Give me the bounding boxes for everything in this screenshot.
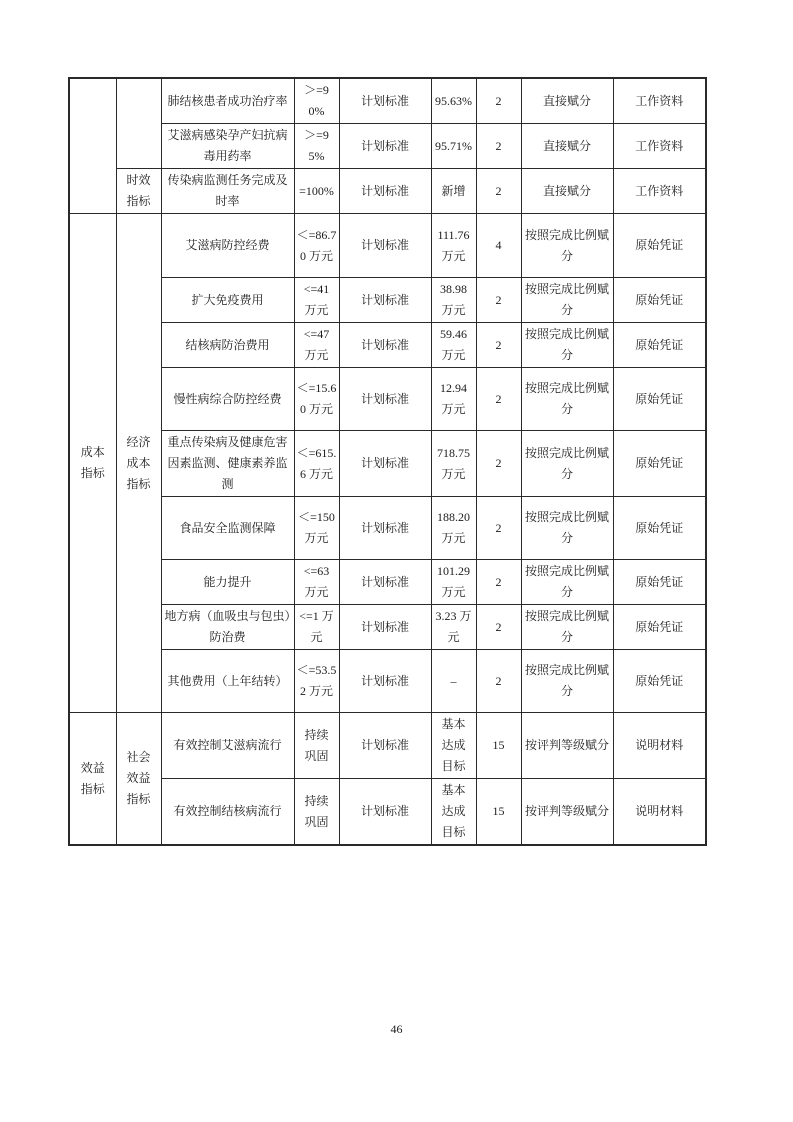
- standard-cell: 计划标准: [339, 431, 431, 497]
- table-row: [69, 560, 706, 605]
- indicator-name-cell: 慢性病综合防控经费: [161, 368, 294, 431]
- method-cell: 按评判等级赋分: [521, 779, 613, 846]
- indicator-name-cell: 肺结核患者成功治疗率: [161, 78, 294, 124]
- actual-value-cell: 718.75 万元: [431, 431, 476, 497]
- source-cell: 原始凭证: [613, 431, 706, 497]
- method-cell: 按照完成比例赋分: [521, 497, 613, 560]
- target-value-cell: ＞=90%: [294, 78, 339, 124]
- actual-value-cell: 188.20 万元: [431, 497, 476, 560]
- subcategory-cell-social-benefit: [116, 713, 161, 846]
- subcategory-cell-economic-cost: [116, 214, 161, 713]
- standard-cell: 计划标准: [339, 497, 431, 560]
- target-value-cell: ＜=53.52 万元: [294, 650, 339, 713]
- table-row: [69, 323, 706, 368]
- score-cell: 2: [476, 124, 521, 169]
- page-number: 46: [390, 1022, 403, 1036]
- score-cell: 2: [476, 169, 521, 214]
- category-cell-blank: [69, 78, 116, 214]
- table-row: [69, 368, 706, 431]
- performance-indicator-table: [68, 77, 707, 846]
- actual-value-cell: 3.23 万元: [431, 605, 476, 650]
- method-cell: 按照完成比例赋分: [521, 431, 613, 497]
- source-cell: 原始凭证: [613, 278, 706, 323]
- actual-value-cell: 新增: [431, 169, 476, 214]
- source-cell: 原始凭证: [613, 560, 706, 605]
- category-cell-cost: [69, 214, 116, 713]
- source-cell: 原始凭证: [613, 323, 706, 368]
- subcategory-label: 社会效益指标: [126, 750, 151, 806]
- standard-cell: 计划标准: [339, 124, 431, 169]
- source-cell: 原始凭证: [613, 368, 706, 431]
- actual-value-cell: [431, 779, 476, 846]
- standard-cell: 计划标准: [339, 278, 431, 323]
- target-value-cell: <=63 万元: [294, 560, 339, 605]
- indicator-name-cell: 能力提升: [161, 560, 294, 605]
- target-value-cell: [294, 713, 339, 779]
- subcategory-cell-blank: [116, 78, 161, 169]
- table-row: [69, 497, 706, 560]
- method-cell: 按照完成比例赋分: [521, 214, 613, 278]
- target-value-text: 持续巩固: [304, 727, 329, 763]
- method-cell: 按照完成比例赋分: [521, 278, 613, 323]
- score-cell: 2: [476, 497, 521, 560]
- actual-value-cell: 59.46 万元: [431, 323, 476, 368]
- target-value-cell: ＜=86.70 万元: [294, 214, 339, 278]
- indicator-name-cell: 有效控制艾滋病流行: [161, 713, 294, 779]
- score-cell: 15: [476, 713, 521, 779]
- score-cell: 15: [476, 779, 521, 846]
- method-cell: 按照完成比例赋分: [521, 368, 613, 431]
- category-label: 效益指标: [80, 760, 105, 796]
- indicator-name-cell: 食品安全监测保障: [161, 497, 294, 560]
- table-row: [69, 124, 706, 169]
- category-label: 成本指标: [80, 445, 105, 480]
- actual-value-cell: 101.29 万元: [431, 560, 476, 605]
- standard-cell: 计划标准: [339, 78, 431, 124]
- actual-value-text: 基本达成目标: [441, 717, 466, 773]
- indicator-name-cell: 有效控制结核病流行: [161, 779, 294, 846]
- source-cell: 说明材料: [613, 713, 706, 779]
- standard-cell: 计划标准: [339, 368, 431, 431]
- indicator-name-cell: 地方病（血吸虫与包虫）防治费: [161, 605, 294, 650]
- source-cell: 原始凭证: [613, 650, 706, 713]
- score-cell: 2: [476, 560, 521, 605]
- method-cell: 按评判等级赋分: [521, 713, 613, 779]
- source-cell: 原始凭证: [613, 214, 706, 278]
- score-cell: 2: [476, 368, 521, 431]
- table-row: [69, 779, 706, 846]
- indicator-name-cell: 艾滋病感染孕产妇抗病毒用药率: [161, 124, 294, 169]
- table-row: [69, 214, 706, 278]
- category-cell-benefit: [69, 713, 116, 846]
- method-cell: 按照完成比例赋分: [521, 323, 613, 368]
- standard-cell: 计划标准: [339, 560, 431, 605]
- source-cell: 说明材料: [613, 779, 706, 846]
- table-row: [69, 713, 706, 779]
- target-value-cell: [294, 779, 339, 846]
- indicator-name-cell: 其他费用（上年结转）: [161, 650, 294, 713]
- indicator-name-cell: 结核病防治费用: [161, 323, 294, 368]
- target-value-cell: <=41 万元: [294, 278, 339, 323]
- target-value-cell: <=1 万元: [294, 605, 339, 650]
- score-cell: 2: [476, 78, 521, 124]
- target-value-text: 持续巩固: [304, 793, 329, 829]
- method-cell: 按照完成比例赋分: [521, 605, 613, 650]
- subcategory-label: 时效指标: [126, 173, 151, 208]
- table-row: [69, 169, 706, 214]
- indicator-name-cell: 传染病监测任务完成及时率: [161, 169, 294, 214]
- source-cell: 工作资料: [613, 78, 706, 124]
- source-cell: 原始凭证: [613, 605, 706, 650]
- method-cell: 直接赋分: [521, 124, 613, 169]
- table-row: [69, 650, 706, 713]
- standard-cell: 计划标准: [339, 713, 431, 779]
- indicator-name-cell: 扩大免疫费用: [161, 278, 294, 323]
- method-cell: 按照完成比例赋分: [521, 560, 613, 605]
- table-row: [69, 278, 706, 323]
- method-cell: 直接赋分: [521, 78, 613, 124]
- actual-value-cell: –: [431, 650, 476, 713]
- score-cell: 2: [476, 278, 521, 323]
- actual-value-cell: 38.98 万元: [431, 278, 476, 323]
- standard-cell: 计划标准: [339, 214, 431, 278]
- target-value-cell: ＜=15.60 万元: [294, 368, 339, 431]
- target-value-cell: ＜=615.6 万元: [294, 431, 339, 497]
- method-cell: 按照完成比例赋分: [521, 650, 613, 713]
- subcategory-cell-timeliness: [116, 169, 161, 214]
- table-row: [69, 78, 706, 124]
- standard-cell: 计划标准: [339, 323, 431, 368]
- actual-value-cell: 95.63%: [431, 78, 476, 124]
- standard-cell: 计划标准: [339, 650, 431, 713]
- actual-value-cell: [431, 713, 476, 779]
- actual-value-text: 基本达成目标: [441, 783, 466, 839]
- source-cell: 工作资料: [613, 169, 706, 214]
- actual-value-cell: 111.76 万元: [431, 214, 476, 278]
- table-row: [69, 605, 706, 650]
- actual-value-cell: 12.94 万元: [431, 368, 476, 431]
- target-value-cell: =100%: [294, 169, 339, 214]
- subcategory-label: 经济成本指标: [126, 434, 151, 491]
- score-cell: 2: [476, 650, 521, 713]
- target-value-cell: <=47 万元: [294, 323, 339, 368]
- indicator-name-cell: 艾滋病防控经费: [161, 214, 294, 278]
- standard-cell: 计划标准: [339, 169, 431, 214]
- target-value-cell: ＞=95%: [294, 124, 339, 169]
- table-row: [69, 431, 706, 497]
- score-cell: 2: [476, 323, 521, 368]
- source-cell: 工作资料: [613, 124, 706, 169]
- target-value-cell: ＜=150 万元: [294, 497, 339, 560]
- score-cell: 2: [476, 605, 521, 650]
- score-cell: 2: [476, 431, 521, 497]
- indicator-name-cell: 重点传染病及健康危害因素监测、健康素养监测: [161, 431, 294, 497]
- source-cell: 原始凭证: [613, 497, 706, 560]
- actual-value-cell: 95.71%: [431, 124, 476, 169]
- method-cell: 直接赋分: [521, 169, 613, 214]
- score-cell: 4: [476, 214, 521, 278]
- standard-cell: 计划标准: [339, 605, 431, 650]
- standard-cell: 计划标准: [339, 779, 431, 846]
